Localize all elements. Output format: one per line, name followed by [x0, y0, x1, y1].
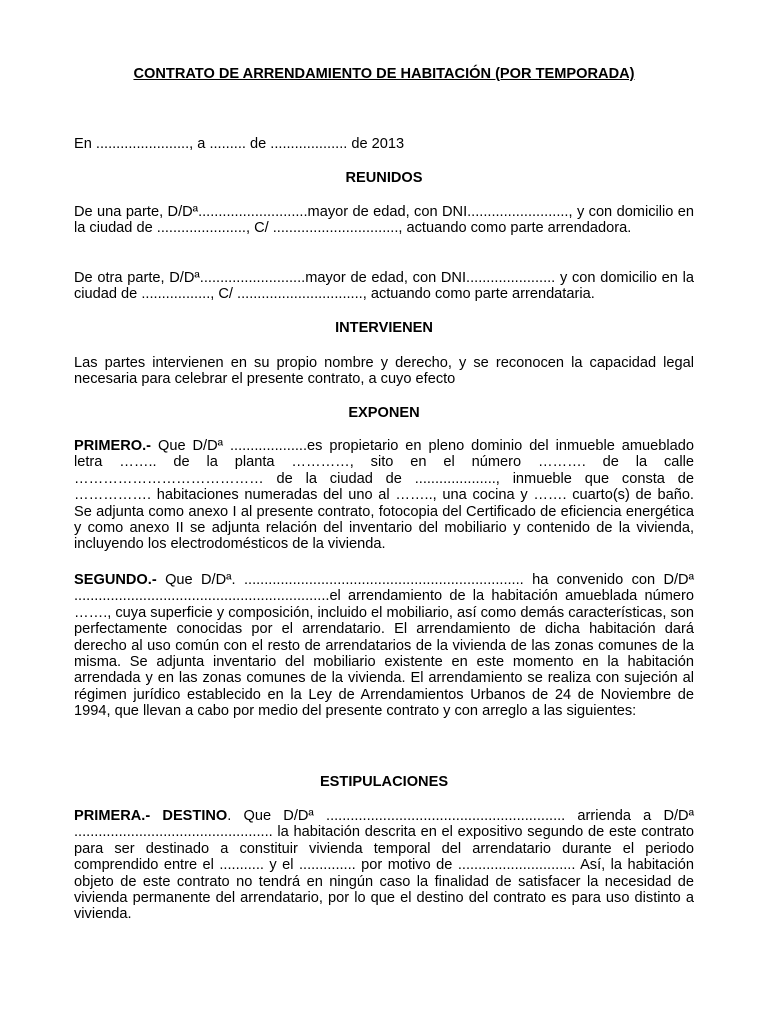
primero-lead: PRIMERO.- — [74, 438, 152, 454]
paragraph-primera-destino — [74, 808, 694, 923]
paragraph-segundo — [74, 572, 694, 720]
segundo-text: Que D/Dª. ..................................................................... ha convenido con D/Dª ...............................................................el arrendamiento de la habitación amueblada número ……., cuya superficie y composición, incluido el mobiliario, así como demás características, son perfectamente conocidas por el arrendatario. El arrendamiento de dicha habitación dará derecho al uso común con el resto de arrendatarios de la vivienda de las zonas comunes de la misma. Se adjunta inventario del mobiliario existente en este momento en la habitación arrendada y en las zonas comunes de la vivienda. El arrendamiento se realiza con sujeción al régimen jurídico establecido en la Ley de Arrendamientos Urbanos de 24 de Noviembre de 1994, que llevan a cabo por medio del presente contrato y con arreglo a las siguientes: — [74, 572, 694, 720]
primera-text: . Que D/Dª ........................................................... arrienda a D/Dª ................................................. la habitación descrita en el expositivo segundo de este contrato para ser destinado a constituir vivienda temporal del arrendatario durante el periodo comprendido entre el ........... y el .............. por motivo de ............................. Así, la habitación objeto de este contrato no tendrá en ningún caso la finalidad de satisfacer la necesidad de vivienda permanente del arrendatario, por lo que el destino del contrato es para uso distinto a vivienda. — [74, 808, 695, 923]
paragraph-parte-arrendadora: De una parte, D/Dª...........................mayor de edad, con DNI........................., y con domicilio en la ciudad de ......................, C/ ..............................., actuando como parte arrendadora. — [74, 204, 694, 237]
paragraph-primero — [74, 438, 694, 553]
heading-exponen: EXPONEN — [348, 405, 420, 421]
heading-estipulaciones: ESTIPULACIONES — [319, 774, 449, 790]
primera-lead: PRIMERA.- DESTINO — [74, 808, 228, 824]
date-line: En ......................., a ......... de ................... de 2013 — [74, 136, 405, 152]
primero-text: Que D/Dª ...................es propietario en pleno dominio del inmueble amueblado letra …….. de la planta …………, sito en el número ………. de la calle ………………………………… de la ciudad de ...................., inmueble que consta de ……………. habitaciones numeradas del uno al …….., una cocina y ……. cuarto(s) de baño. Se adjunta como anexo I al presente contrato, fotocopia del Certificado de eficiencia energética y como anexo II se adjunta relación del inventario del mobiliario y contenido de la vivienda, incluyendo los electrodomésticos de la vivienda. — [74, 438, 694, 553]
segundo-lead: SEGUNDO.- — [74, 572, 157, 588]
document-title: CONTRATO DE ARRENDAMIENTO DE HABITACIÓN (POR TEMPORADA) — [133, 66, 635, 82]
paragraph-parte-arrendataria: De otra parte, D/Dª..........................mayor de edad, con DNI...................... y con domicilio en la ciudad de ................., C/ ..............................., actuando como parte arrendataria. — [74, 270, 694, 303]
heading-intervienen: INTERVIENEN — [335, 320, 433, 336]
heading-reunidos: REUNIDOS — [345, 170, 423, 186]
paragraph-intervienen: Las partes intervienen en su propio nombre y derecho, y se reconocen la capacidad legal necesaria para celebrar el presente contrato, a cuyo efecto — [74, 355, 694, 388]
